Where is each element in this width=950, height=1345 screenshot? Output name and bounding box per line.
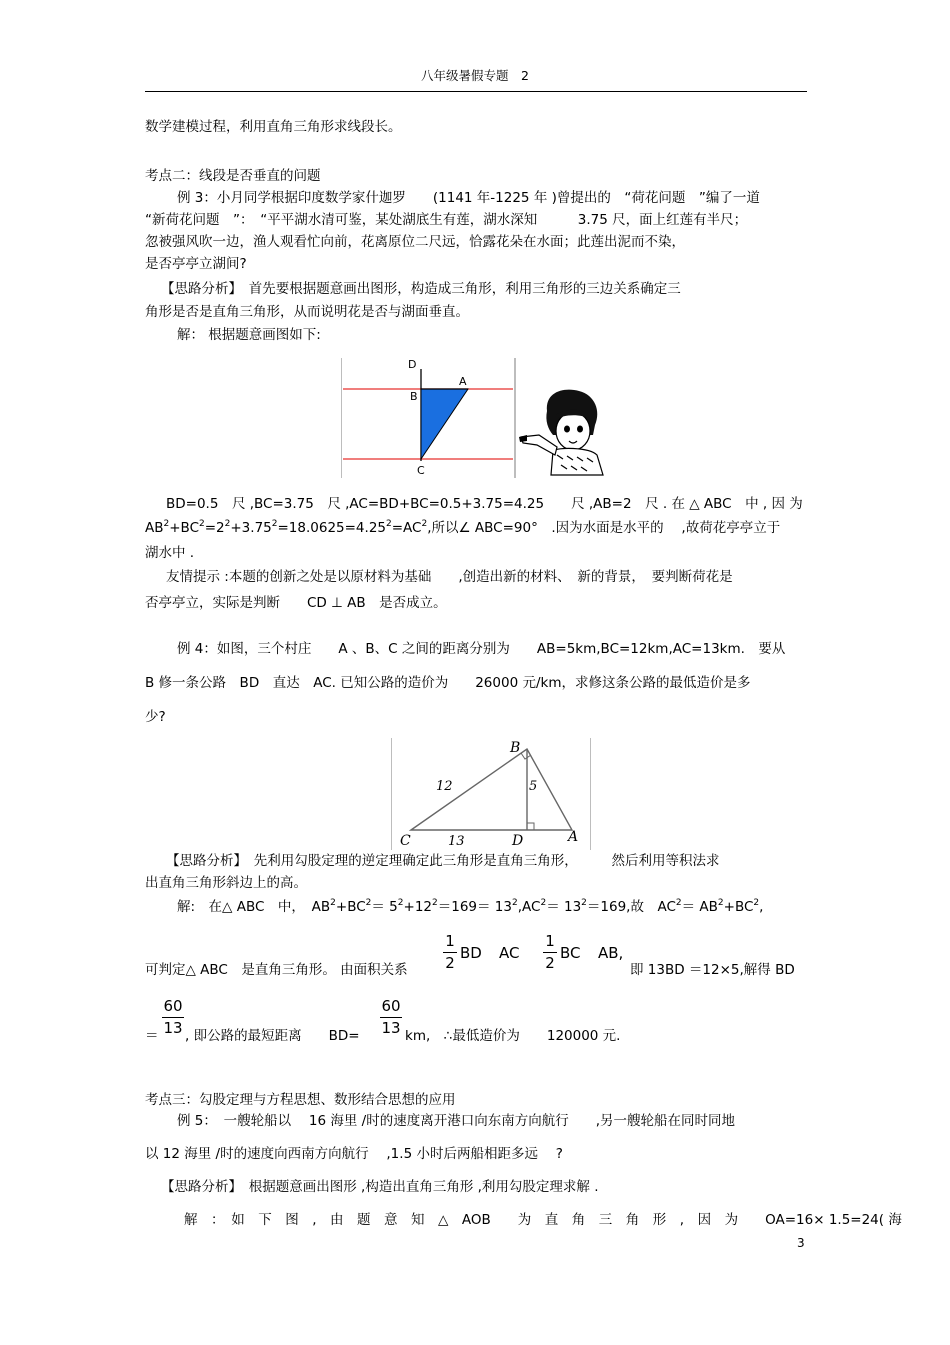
page-header: 八年级暑假专题 2: [421, 68, 529, 83]
shirt: [551, 448, 603, 475]
page-number: 3: [797, 1236, 805, 1250]
text-line: , 即公路的最短距离 BD=: [185, 1028, 360, 1044]
text-line: 解： 根据题意画图如下:: [177, 327, 321, 343]
text-line: “新荷花问题 ”： “平平湖水清可鉴，某处湖底生有莲，湖水深知 3.75 尺，面上红莲有半尺；: [145, 212, 748, 228]
text-line: 是否亭亭立湖间?: [145, 256, 247, 272]
term-bc: BC: [560, 944, 581, 962]
label-ab-length: 5: [529, 779, 538, 794]
triangle-abc-diagram: [391, 735, 591, 850]
converse-pythagoras-equation: 解: 在△ ABC 中， $AB^2+BC^2= 5^2+12^2=169= 13^2,AC^2= 13^2=169$,故 $AC^2= AB^2+BC^2$,: [177, 898, 764, 915]
text-line: 解 ： 如 下 图 , 由 题 意 知 △ AOB 为 直 角 三 角 形 , 因 为 OA=16× 1.5=24( 海: [184, 1212, 902, 1228]
label-bc-length: 12: [436, 779, 453, 794]
text-line: 否亭亭立，实际是判断 CD ⊥ AB 是否成立。: [145, 595, 447, 611]
cartoon-boy-illustration: [517, 385, 607, 477]
text-line: 【思路分析】 首先要根据题意画出图形，构造成三角形，利用三角形的三边关系确定三: [161, 281, 681, 297]
text-line: km, ∴最低造价为 120000 元.: [405, 1028, 621, 1044]
right-eye: [577, 426, 583, 433]
text-line: 少?: [145, 709, 166, 725]
header-rule: [145, 91, 807, 92]
label-b: B: [410, 390, 418, 403]
term-ac: AC: [499, 944, 520, 962]
lotus-diagram: [341, 355, 516, 480]
text-line: 忽被强风吹一边，渔人观看忙向前，花离原位二尺远，恰露花朵在水面；此莲出泥而不染，: [145, 234, 685, 250]
label-d: D: [512, 833, 524, 849]
label-a: A: [459, 375, 467, 388]
label-b: B: [510, 740, 521, 756]
text-line: 例 5： 一艘轮船以 16 海里 /时的速度离开港口向东南方向航行 ,另一艘轮船在同时同地: [177, 1113, 736, 1129]
fraction-half: 1 2: [543, 934, 557, 971]
left-eye: [564, 426, 570, 433]
text-line: 湖水中 .: [145, 545, 195, 561]
text-line: B 修一条公路 BD 直达 AC. 已知公路的造价为 26000 元/km，求修这条公路的最低造价是多: [145, 675, 751, 691]
term-bd: BD: [460, 944, 482, 962]
text-line: 以 12 海里 /时的速度向西南方向航行 ,1.5 小时后两船相距多远 ?: [145, 1146, 563, 1162]
term-ab: AB,: [598, 944, 624, 962]
label-c: C: [417, 464, 425, 477]
text-line: 【思路分析】 根据题意画出图形 ,构造出直角三角形 ,利用勾股定理求解 .: [161, 1179, 599, 1195]
text-line: 可判定△ ABC 是直角三角形。 由面积关系: [145, 962, 408, 978]
section-heading: 考点三：勾股定理与方程思想、数形结合思想的应用: [145, 1092, 456, 1108]
text-line: 例 3：小月同学根据印度数学家什迦罗 (1141 年-1225 年 )曾提出的 “荷花问题 ”编了一道: [177, 190, 760, 206]
lotus-triangle: [421, 389, 468, 459]
label-ac-length: 13: [448, 834, 465, 849]
text-line: 角形是否是直角三角形，从而说明花是否与湖面垂直。: [145, 304, 469, 320]
fraction-half: 1 2: [443, 934, 457, 971]
label-a: A: [568, 829, 579, 845]
label-c: C: [400, 833, 411, 849]
text-line: 【思路分析】 先利用勾股定理的逆定理确定此三角形是直角三角形， 然后利用等积法求: [166, 853, 720, 869]
pointing-hand: [519, 435, 527, 442]
face: [556, 412, 590, 450]
text-line: 例 4：如图，三个村庄 A 、B、C 之间的距离分别为 AB=5km,BC=12km,AC=13km. 要从: [177, 641, 786, 657]
text-line: 即 13BD ＝12×5,解得 BD: [630, 962, 795, 978]
pythagoras-equation: $AB^2+BC^2=2^2+3.75^2=18.0625=4.25^2=AC^2$,所以∠ ABC=90° .因为水面是水平的 ,故荷花亭亭立于: [145, 519, 781, 536]
text-line: 友情提示 :本题的创新之处是以原材料为基础 ,创造出新的材料、 新的背景， 要判断荷花是: [166, 569, 733, 585]
fraction-60-13: 60 13: [163, 997, 183, 1037]
label-d: D: [408, 358, 417, 371]
text-line: 数学建模过程，利用直角三角形求线段长。: [145, 119, 402, 135]
text-line: ＝: [145, 1028, 159, 1044]
text-line: BD=0.5 尺 ,BC=3.75 尺 ,AC=BD+BC=0.5+3.75=4.25 尺 ,AB=2 尺 . 在 △ ABC 中 , 因 为: [166, 496, 803, 512]
fraction-60-13: 60 13: [381, 997, 401, 1037]
text-line: 出直角三角形斜边上的高。: [145, 875, 307, 891]
right-angle-mark-d: [527, 823, 534, 830]
section-heading: 考点二：线段是否垂直的问题: [145, 168, 321, 184]
